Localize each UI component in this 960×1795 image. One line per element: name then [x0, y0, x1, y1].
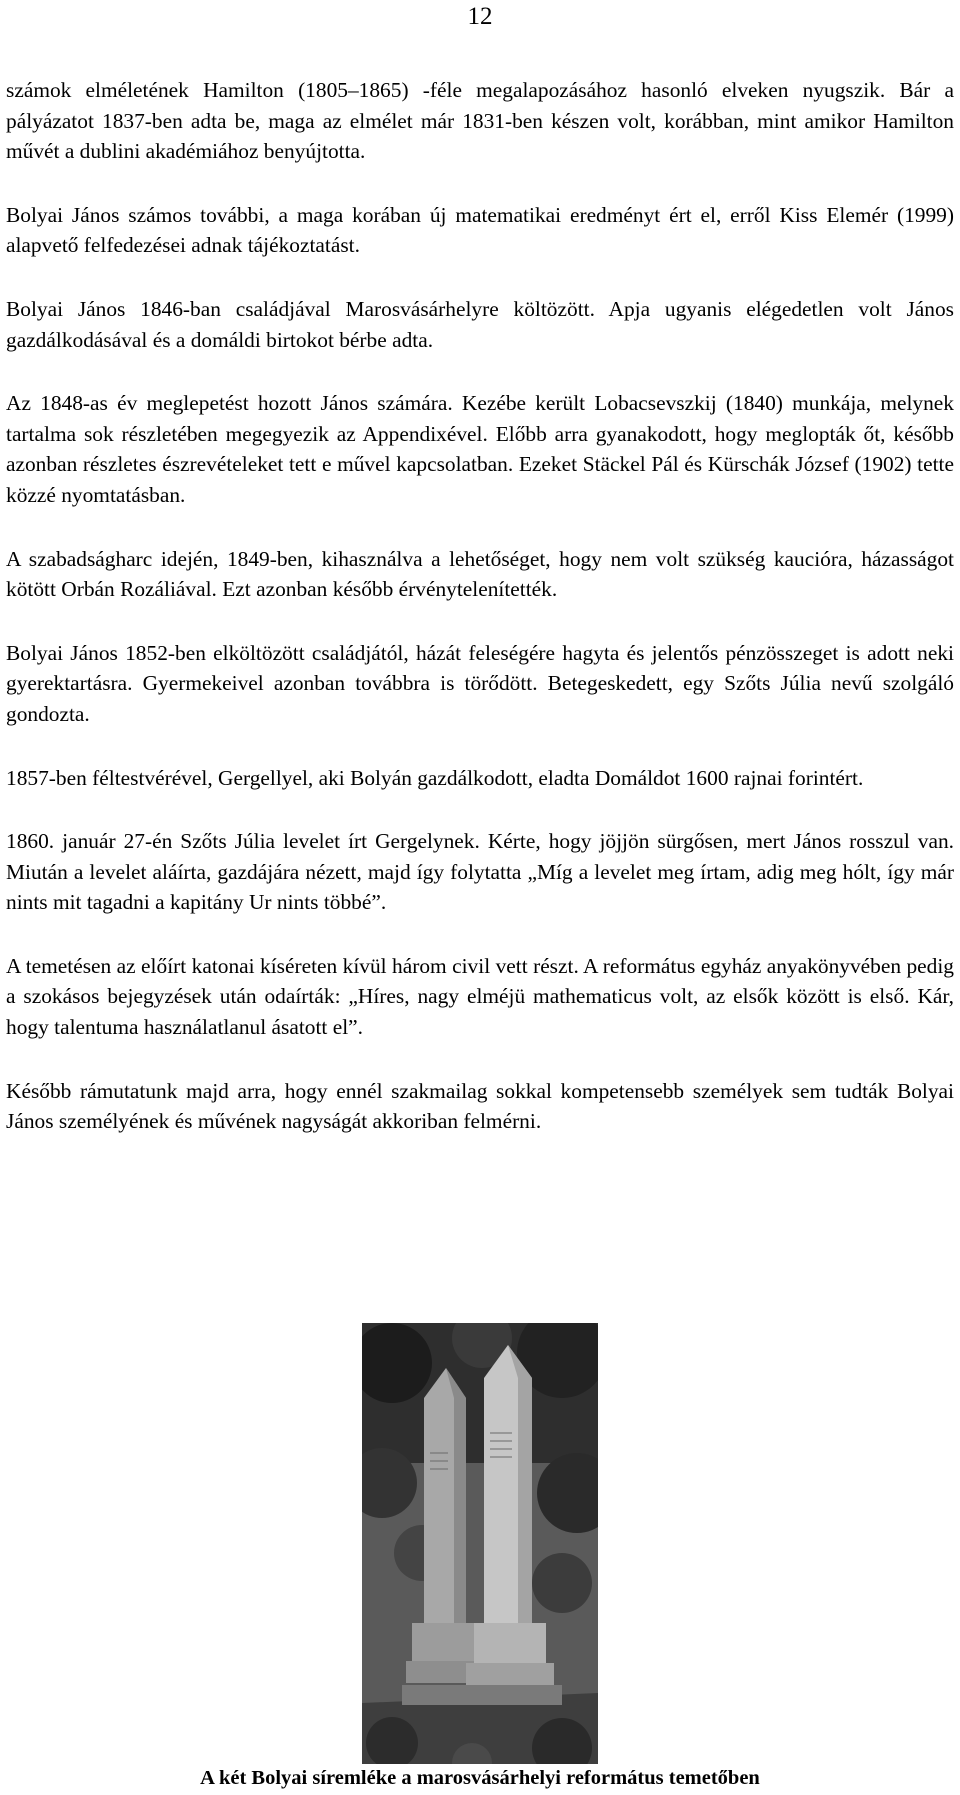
paragraph-3: Bolyai János 1846-ban családjával Marosvásárhelyre költözött. Apja ugyanis elégedetlen volt János gazdálkodásával és a domáldi birtokot bérbe adta.	[6, 296, 954, 352]
paragraph-9: A temetésen az előírt katonai kíséreten kívül három civil vett részt. A református egyház anyakönyvében pedig a szokásos bejegyzések után odaírták: „Híres, nagy elméjü mathematicus volt, az elsők között is első. Kár, hogy talentuma használatlanul ásatott el”.	[6, 953, 954, 1040]
paragraph-2: Bolyai János számos további, a maga korában új matematikai eredményt ért el, erről Kiss Elemér (1999) alapvető felfedezései adnak tájékoztatást.	[6, 202, 954, 258]
paragraph-8: 1860. január 27-én Szőts Júlia levelet írt Gergelynek. Kérte, hogy jöjjön sürgősen, mert János rosszul van. Miután a levelet aláírta, gazdájára nézett, majd így folytatta „Míg a levelet meg írtam, adig meg hólt, így már nints mit tagadni a kapitány Ur nints többé”.	[6, 829, 954, 915]
body-text	[6, 75, 954, 1170]
paragraph-4: Az 1848-as év meglepetést hozott János számára. Kezébe került Lobacsevszkij (1840) munkája, melynek tartalma sok részletében megegyezik az Appendixével. Előbb arra gyanakodott, hogy meglopták őt, később azonban részletes észrevételeket tett e művel kapcsolatban. Ezeket Stäckel Pál és Kürschák József (1902) tette közzé nyomtatásban.	[6, 391, 954, 507]
figure-caption: A két Bolyai síremléke a marosvásárhelyi református temetőben	[0, 1764, 960, 1792]
gravestone-photo	[362, 1323, 598, 1781]
paragraph-5: A szabadságharc idején, 1849-ben, kihasználva a lehetőséget, hogy nem volt szükség kaucióra, házasságot kötött Orbán Rozáliával. Ezt azonban később érvénytelenítették.	[6, 546, 954, 602]
paragraph-1: számok elméletének Hamilton (1805–1865) -féle megalapozásához hasonló elveken nyugszik. Bár a pályázatot 1837-ben adta be, maga az elmélet már 1831-ben készen volt, korábban, mint amikor Hamilton művét a dublini akadémiához benyújtotta.	[6, 78, 954, 164]
paragraph-6: Bolyai János 1852-ben elköltözött családjától, házát feleségére hagyta és jelentős pénzösszeget is adott neki gyerektartásra. Gyermekeivel azonban továbbra is törődött. Betegeskedett, egy Szőts Júlia nevű szolgáló gondozta.	[6, 640, 954, 726]
paragraph-10: Később rámutatunk majd arra, hogy ennél szakmailag sokkal kompetensebb személyek sem tudták Bolyai János személyének és művének nagyságát akkoriban felmérni.	[6, 1078, 954, 1134]
paragraph-7: 1857-ben féltestvérével, Gergellyel, aki Bolyán gazdálkodott, eladta Domáldot 1600 rajnai forintért.	[6, 765, 864, 790]
page-number: 12	[467, 3, 493, 30]
